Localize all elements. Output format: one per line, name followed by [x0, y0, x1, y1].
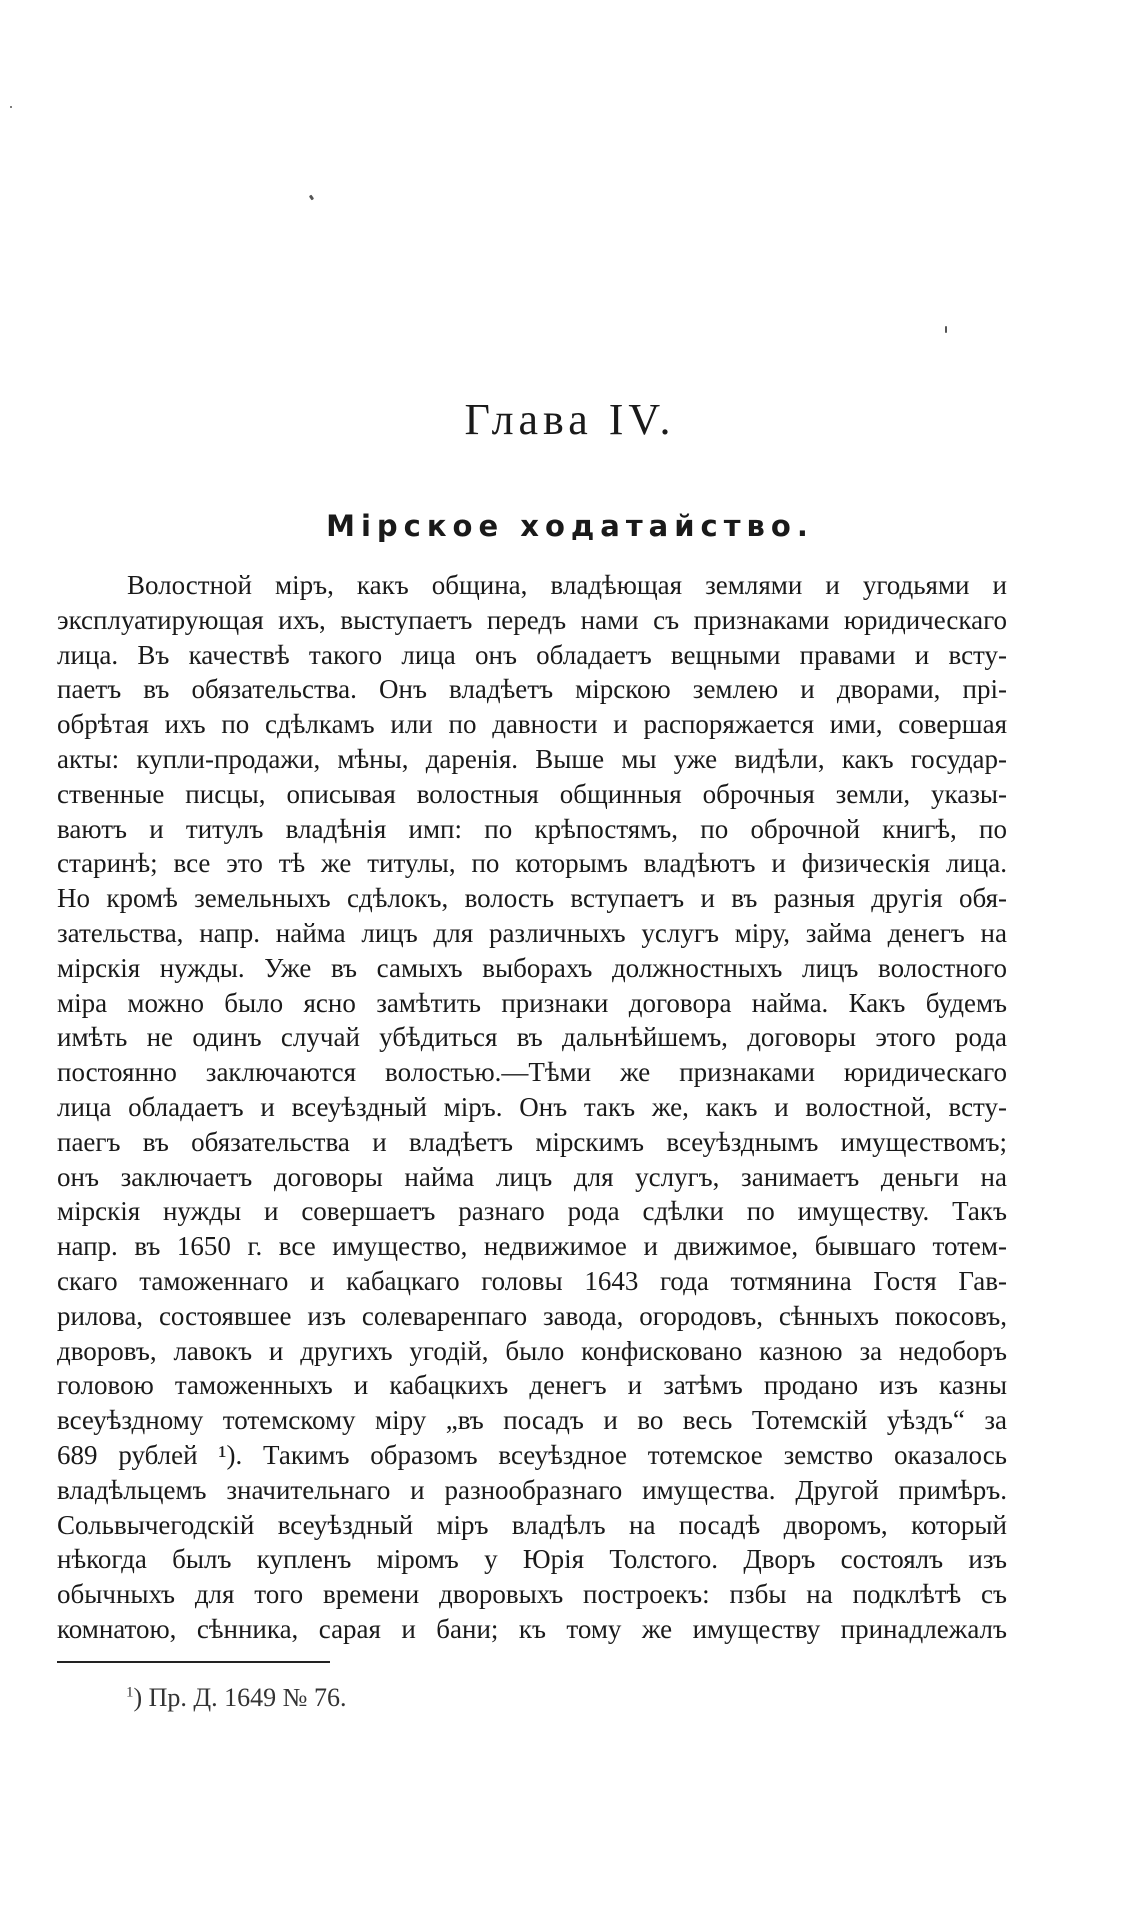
text-line: лица. Въ качествѣ такого лица онъ обладаетъ вещными правами и всту- — [57, 639, 1007, 670]
text-line: ственные писцы, описывая волостныя общинныя оброчныя земли, указы- — [57, 778, 1007, 809]
text-line: Сольвычегодскій всеуѣздный міръ владѣлъ на посадѣ дворомъ, который — [57, 1509, 1007, 1540]
text-line: Но кромѣ земельныхъ сдѣлокъ, волость вступаетъ и въ разныя другія обя- — [57, 883, 1007, 914]
text-line: акты: купли-продажи, мѣны, даренія. Выше мы уже видѣли, какъ государ- — [57, 743, 1007, 774]
text-line: рилова, состоявшее изъ солеваренпаго завода, огородовъ, сѣнныхъ покосовъ, — [57, 1300, 1007, 1331]
chapter-title: Глава IV. — [464, 395, 676, 444]
text-line: головою таможенныхъ и кабацкихъ денегъ и затѣмъ продано изъ казны — [57, 1370, 1007, 1401]
text-line: напр. въ 1650 г. все имущество, недвижимое и движимое, бывшаго тотем- — [57, 1231, 1007, 1262]
text-line: Волостной міръ, какъ община, владѣющая землями и угодьями и — [127, 570, 1007, 600]
section-title: Мірское ходатайство. — [326, 509, 814, 543]
footnote-rule — [57, 1661, 330, 1663]
text-line: старинѣ; все это тѣ же титулы, по которымъ владѣютъ и физическія лица. — [57, 848, 1007, 879]
text-line: паегъ въ обязательства и владѣетъ мірскимъ всеуѣзднымъ имуществомъ; — [57, 1126, 1007, 1157]
footnote — [126, 1685, 346, 1711]
text-line: владѣльцемъ значительнаго и разнообразнаго имущества. Другой примѣръ. — [57, 1474, 1007, 1505]
text-line: обычныхъ для того времени дворовыхъ построекъ: пзбы на подклѣтѣ съ — [57, 1579, 1007, 1610]
text-line: дворовъ, лавокъ и другихъ угодій, было конфисковано казною за недоборъ — [57, 1335, 1007, 1366]
text-line: эксплуатирующая ихъ, выступаетъ передъ нами съ признаками юридическаго — [57, 604, 1007, 635]
text-line: комнатою, сѣнника, сарая и бани; къ тому же имуществу принадлежалъ — [57, 1613, 1007, 1644]
text-line: всеуѣздному тотемскому міру „въ посадъ и во весь Тотемскій уѣздъ“ за — [57, 1405, 1007, 1436]
text-line: 689 рублей ¹). Такимъ образомъ всеуѣздное тотемское земство оказалось — [57, 1439, 1007, 1470]
body-paragraph — [57, 568, 1007, 1647]
text-line: зательства, напр. найма лицъ для различныхъ услугъ міру, займа денегъ на — [57, 917, 1007, 948]
scan-speck — [945, 326, 947, 333]
footnote-marker: 1 — [126, 1684, 134, 1701]
text-line: мірскія нужды и совершаетъ разнаго рода сдѣлки по имуществу. Такъ — [57, 1196, 1007, 1227]
text-line: имѣть не одинъ случай убѣдиться въ дальнѣйшемъ, договоры этого рода — [57, 1022, 1007, 1053]
text-line: скаго таможеннаго и кабацкаго головы 1643 года тотмянина Гостя Гав- — [57, 1265, 1007, 1296]
text-line: паетъ въ обязательства. Онъ владѣетъ мірскою землею и дворами, прі- — [57, 674, 1007, 705]
text-line: постоянно заключаются волостью.—Тѣми же признаками юридическаго — [57, 1057, 1007, 1088]
text-line: онъ заключаетъ договоры найма лицъ для услугъ, занимаетъ деньги на — [57, 1161, 1007, 1192]
text-line: обрѣтая ихъ по сдѣлкамъ или по давности и распоряжается ими, совершая — [57, 709, 1007, 740]
footnote-text: ) Пр. Д. 1649 № 76. — [133, 1683, 347, 1712]
text-line: мірскія нужды. Уже въ самыхъ выборахъ должностныхъ лицъ волостного — [57, 952, 1007, 983]
text-line: ваютъ и титулъ владѣнія имп: по крѣпостямъ, по оброчной книгѣ, по — [57, 813, 1007, 844]
text-line: нѣкогда былъ купленъ міромъ у Юрія Толстого. Дворъ состоялъ изъ — [57, 1544, 1007, 1575]
text-line: міра можно было ясно замѣтить признаки договора найма. Какъ будемъ — [57, 987, 1007, 1018]
text-line: лица обладаетъ и всеуѣздный міръ. Онъ такъ же, какъ и волостной, всту- — [57, 1091, 1007, 1122]
scan-speck — [10, 106, 12, 108]
scan-speck — [309, 195, 314, 201]
